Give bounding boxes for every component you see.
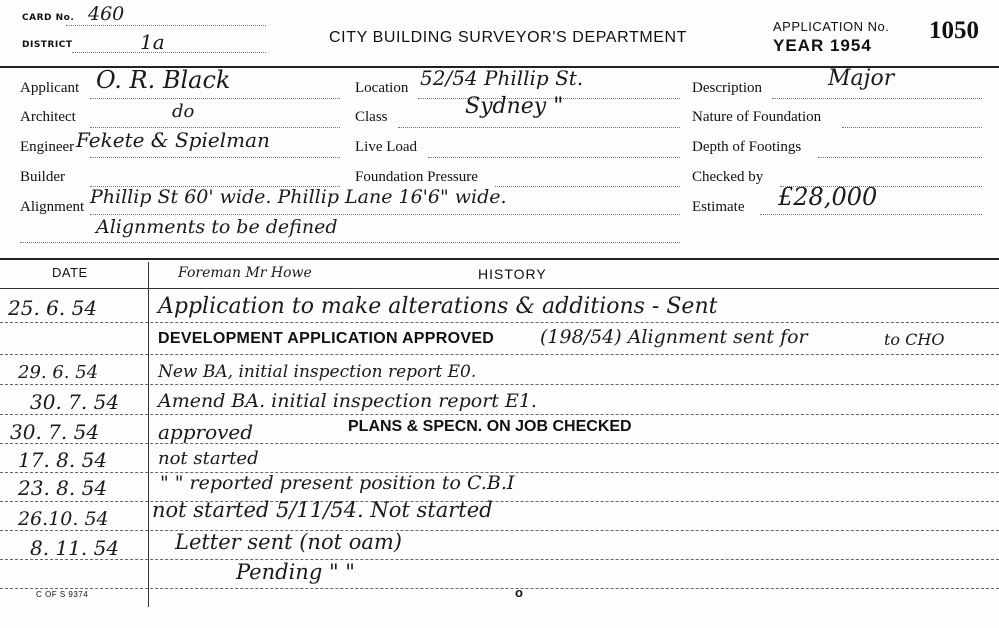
alignment-line [90,214,680,215]
history-divider [0,258,999,260]
estimate-value: £28,000 [778,183,878,211]
row-line [0,559,999,560]
description-value: Major [828,66,895,91]
history-entry: New BA, initial inspection report E0. [158,362,477,382]
card-no-value: 460 [88,3,125,25]
row-line [0,588,999,589]
architect-value: do [172,101,195,122]
card-no-line [66,25,266,26]
alignment-label: Alignment [20,199,85,215]
history-entry: approved [158,420,254,444]
footer-mark: o [515,585,523,600]
row-line [0,443,999,444]
history-entry: (198/54) Alignment sent for [540,326,808,348]
history-entry: Letter sent (not oam) [175,530,402,554]
location-value: 52/54 Phillip St. [420,66,584,90]
history-entry: Application to make alterations & additions - Sent [158,294,718,319]
history-entry: Pending " " [236,560,355,584]
form-code: C OF S 9374 [36,590,89,599]
year-label: YEAR 1954 [773,36,872,55]
row-line [0,354,999,355]
history-date: 26.10. 54 [18,508,109,530]
applicant-label: Applicant [20,80,80,96]
history-stamp: PLANS & SPECN. ON JOB CHECKED [348,418,632,435]
row-line [0,530,999,531]
alignment-line-2 [20,242,680,243]
history-date: 17. 8. 54 [18,448,108,472]
builder-label: Builder [20,169,65,185]
estimate-label: Estimate [692,199,745,215]
estimate-line [760,214,982,215]
engineer-value: Fekete & Spielman [76,128,270,152]
class-label: Class [355,109,388,125]
history-stamp: DEVELOPMENT APPLICATION APPROVED [158,330,495,347]
district-line [72,52,266,53]
history-date: 30. 7. 54 [10,420,100,444]
description-label: Description [692,80,762,96]
history-date: 29. 6. 54 [18,362,99,383]
checked-by-label: Checked by [692,169,764,185]
history-date: 25. 6. 54 [8,296,98,320]
history-entry: Amend BA. initial inspection report E1. [158,390,537,412]
nature-of-foundation-line [842,127,982,128]
district-label: DISTRICT [22,40,73,50]
foundation-pressure-line [495,186,680,187]
live-load-line [428,157,680,158]
foreman-note: Foreman Mr Howe [178,265,312,281]
row-line [0,384,999,385]
history-date: 23. 8. 54 [18,476,108,500]
location-label: Location [355,80,409,96]
history-date: 30. 7. 54 [30,390,120,414]
history-date: 8. 11. 54 [30,536,120,560]
depth-of-footings-label: Depth of Footings [692,139,802,155]
application-no-value: 1050 [929,17,979,44]
engineer-line [90,157,340,158]
class-line [398,127,680,128]
row-line [0,414,999,415]
location-value-2: Sydney " [465,94,564,119]
date-column-divider [148,262,149,607]
alignment-value: Phillip St 60' wide. Phillip Lane 16'6" wide. [90,186,507,208]
department-title: CITY BUILDING SURVEYOR'S DEPARTMENT [329,29,688,46]
row-line [0,322,999,323]
alignment-value-2: Alignments to be defined [96,216,338,238]
depth-of-footings-line [818,157,982,158]
history-entry: to CHO [884,330,945,349]
applicant-value: O. R. Black [96,66,231,94]
foundation-pressure-label: Foundation Pressure [355,169,478,185]
card-no-label: CARD No. [22,13,75,23]
history-entry: " " reported present position to C.B.I [160,472,515,494]
district-value: 1a [140,30,165,54]
live-load-label: Live Load [355,139,418,155]
applicant-line [90,98,340,99]
nature-of-foundation-label: Nature of Foundation [692,109,822,125]
description-line [772,98,982,99]
application-no-label: APPLICATION No. [773,19,890,34]
engineer-label: Engineer [20,139,75,155]
history-header-rule [0,288,999,289]
history-header: HISTORY [478,266,547,282]
history-entry: not started [158,448,259,469]
row-line [0,501,999,502]
history-entry: not started 5/11/54. Not started [152,498,493,522]
architect-label: Architect [20,109,76,125]
date-header: DATE [52,265,88,280]
